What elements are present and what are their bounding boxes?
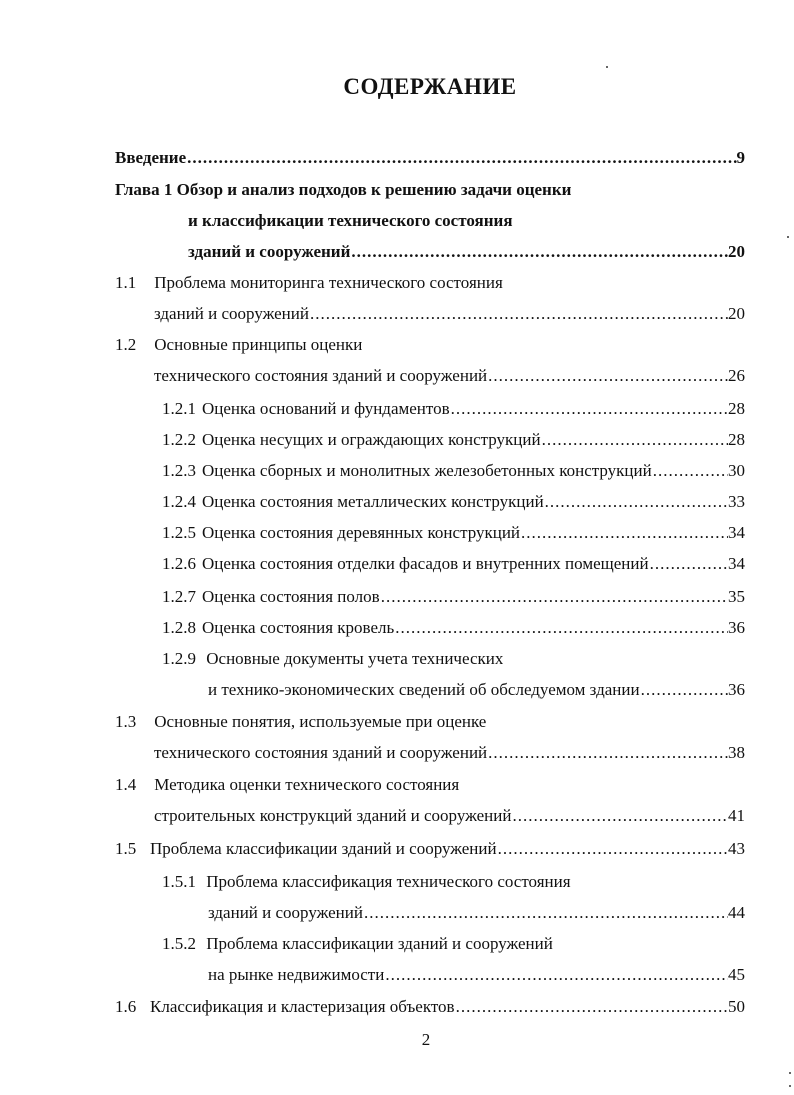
toc-entry-text: Оценка оснований и фундаментов: [202, 399, 450, 418]
toc-entry-1-5-1: [162, 870, 571, 894]
toc-entry-text: Проблема классификация технического состояния: [206, 872, 571, 891]
toc-entry-1-2-6: [162, 552, 745, 576]
toc-entry-text: Оценка состояния кровель: [202, 618, 395, 637]
toc-entry-page: 44: [728, 903, 745, 922]
toc-entry-number: 1.2.8: [162, 618, 196, 637]
toc-leader: [649, 552, 728, 576]
toc-entry-page: 26: [728, 366, 745, 385]
toc-entry-page: 45: [728, 965, 745, 984]
toc-entry-1-5-2-end: [208, 963, 745, 987]
toc-entry-text: Основные документы учета технических: [206, 649, 504, 668]
toc-entry-page: 20: [728, 242, 745, 261]
toc-entry-text: Оценка сборных и монолитных железобетонных конструкций: [202, 461, 652, 480]
toc-entry-number: 1.2.7: [162, 587, 196, 606]
toc-entry-number: 1.6: [115, 997, 137, 1016]
toc-entry-page: 28: [728, 399, 745, 418]
toc-entry-text: Глава 1 Обзор и анализ подходов к решению задачи оценки: [115, 180, 572, 199]
toc-entry-text: Оценка состояния деревянных конструкций: [202, 523, 521, 542]
toc-entry-text: и классификации технического состояния: [188, 211, 513, 230]
page-title: СОДЕРЖАНИЕ: [343, 74, 517, 99]
toc-leader: [350, 240, 728, 264]
toc-entry-text: Классификация и кластеризация объектов: [150, 997, 455, 1016]
toc-entry-1-2-1: [162, 397, 745, 421]
toc-entry-page: 9: [736, 148, 745, 167]
toc-entry-page: 34: [728, 554, 745, 573]
toc-entry-1-5-1-end: [208, 901, 745, 925]
toc-entry-1-3-end: [154, 741, 745, 765]
toc-entry-1-3: [115, 710, 486, 734]
toc-entry-1-2: [115, 333, 362, 357]
toc-entry-1-2-9: [162, 647, 503, 671]
toc-leader: [363, 901, 728, 925]
toc-entry-page: 41: [728, 806, 745, 825]
toc-leader: [394, 616, 728, 640]
toc-entry-1-2-7: [162, 585, 745, 609]
toc-leader: [544, 490, 728, 514]
scan-speck: [789, 1085, 791, 1087]
toc-entry-page: 36: [728, 618, 745, 637]
toc-leader: [497, 837, 728, 861]
toc-entry-1-5: [115, 837, 745, 861]
toc-entry-number: 1.2.4: [162, 492, 196, 511]
toc-entry-1-2-5: [162, 521, 745, 545]
toc-entry-intro: [115, 146, 745, 170]
toc-entry-number: 1.5: [115, 839, 137, 858]
toc-entry-page: 50: [728, 997, 745, 1016]
toc-leader: [384, 963, 728, 987]
toc-entry-1-2-8: [162, 616, 745, 640]
toc-entry-text: Оценка состояния отделки фасадов и внутренних помещений: [202, 554, 649, 573]
toc-entry-page: 36: [728, 680, 745, 699]
toc-entry-page: 28: [728, 430, 745, 449]
toc-entry-number: 1.2.6: [162, 554, 196, 573]
scan-speck: [789, 1072, 791, 1074]
toc-leader: [455, 995, 728, 1019]
toc-entry-text: на рынке недвижимости: [208, 965, 385, 984]
toc-entry-text: Оценка состояния полов: [202, 587, 380, 606]
toc-entry-text: Методика оценки технического состояния: [154, 775, 460, 794]
toc-entry-page: 30: [728, 461, 745, 480]
toc-entry-text: Основные понятия, используемые при оценке: [154, 712, 487, 731]
toc-entry-text: строительных конструкций зданий и сооружений: [154, 806, 512, 825]
toc-entry-1-1-end: [154, 302, 745, 326]
toc-entry-number: 1.3: [115, 712, 137, 731]
toc-entry-number: 1.5.1: [162, 872, 196, 891]
toc-entry-1-2-2: [162, 428, 745, 452]
toc-entry-page: 35: [728, 587, 745, 606]
toc-entry-text: Основные принципы оценки: [154, 335, 363, 354]
toc-entry-number: 1.2.9: [162, 649, 196, 668]
toc-entry-page: 43: [728, 839, 745, 858]
toc-entry-chapter-1: [115, 178, 571, 202]
toc-entry-number: 1.2.2: [162, 430, 196, 449]
toc-leader: [186, 146, 736, 170]
toc-leader: [640, 678, 728, 702]
toc-entry-number: 1.1: [115, 273, 137, 292]
toc-leader: [487, 741, 728, 765]
toc-entry-1-2-end: [154, 364, 745, 388]
toc-entry-text: Оценка состояния металлических конструкций: [202, 492, 544, 511]
toc-entry-number: 1.2: [115, 335, 137, 354]
toc-entry-number: 1.5.2: [162, 934, 196, 953]
toc-entry-page: 33: [728, 492, 745, 511]
toc-entry-text: Проблема классификации зданий и сооружений: [206, 934, 553, 953]
toc-entry-text: Проблема классификации зданий и сооружений: [150, 839, 497, 858]
toc-leader: [487, 364, 728, 388]
toc-entry-chapter-1-cont: [188, 209, 513, 233]
toc-entry-1-4: [115, 773, 459, 797]
toc-entry-text: зданий и сооружений: [188, 242, 351, 261]
toc-entry-text: Оценка несущих и ограждающих конструкций: [202, 430, 541, 449]
toc-entry-number: 1.4: [115, 775, 137, 794]
toc-entry-text: технического состояния зданий и сооружений: [154, 743, 488, 762]
toc-entry-1-6: [115, 995, 745, 1019]
toc-entry-1-2-9-end: [208, 678, 745, 702]
toc-entry-1-5-2: [162, 932, 553, 956]
toc-entry-text: Проблема мониторинга технического состояния: [154, 273, 503, 292]
toc-entry-text: и технико-экономических сведений об обследуемом здании: [208, 680, 640, 699]
toc-entry-1-1: [115, 271, 503, 295]
scan-speck: [787, 236, 789, 238]
scan-speck: [606, 66, 608, 68]
toc-leader: [380, 585, 728, 609]
toc-leader: [309, 302, 728, 326]
toc-entry-text: зданий и сооружений: [208, 903, 363, 922]
toc-leader: [450, 397, 728, 421]
toc-entry-page: 34: [728, 523, 745, 542]
toc-entry-page: 38: [728, 743, 745, 762]
toc-entry-number: 1.2.5: [162, 523, 196, 542]
page-number: 2: [421, 1030, 431, 1049]
toc-leader: [541, 428, 728, 452]
toc-entry-1-2-3: [162, 459, 745, 483]
toc-entry-text: Введение: [115, 148, 187, 167]
toc-entry-1-2-4: [162, 490, 745, 514]
toc-entry-number: 1.2.3: [162, 461, 196, 480]
toc-leader: [511, 804, 728, 828]
toc-entry-1-4-end: [154, 804, 745, 828]
toc-entry-page: 20: [728, 304, 745, 323]
toc-entry-number: 1.2.1: [162, 399, 196, 418]
toc-entry-chapter-1-end: [188, 240, 745, 264]
toc-entry-text: технического состояния зданий и сооружений: [154, 366, 488, 385]
toc-entry-text: зданий и сооружений: [154, 304, 309, 323]
toc-leader: [652, 459, 728, 483]
toc-leader: [520, 521, 728, 545]
